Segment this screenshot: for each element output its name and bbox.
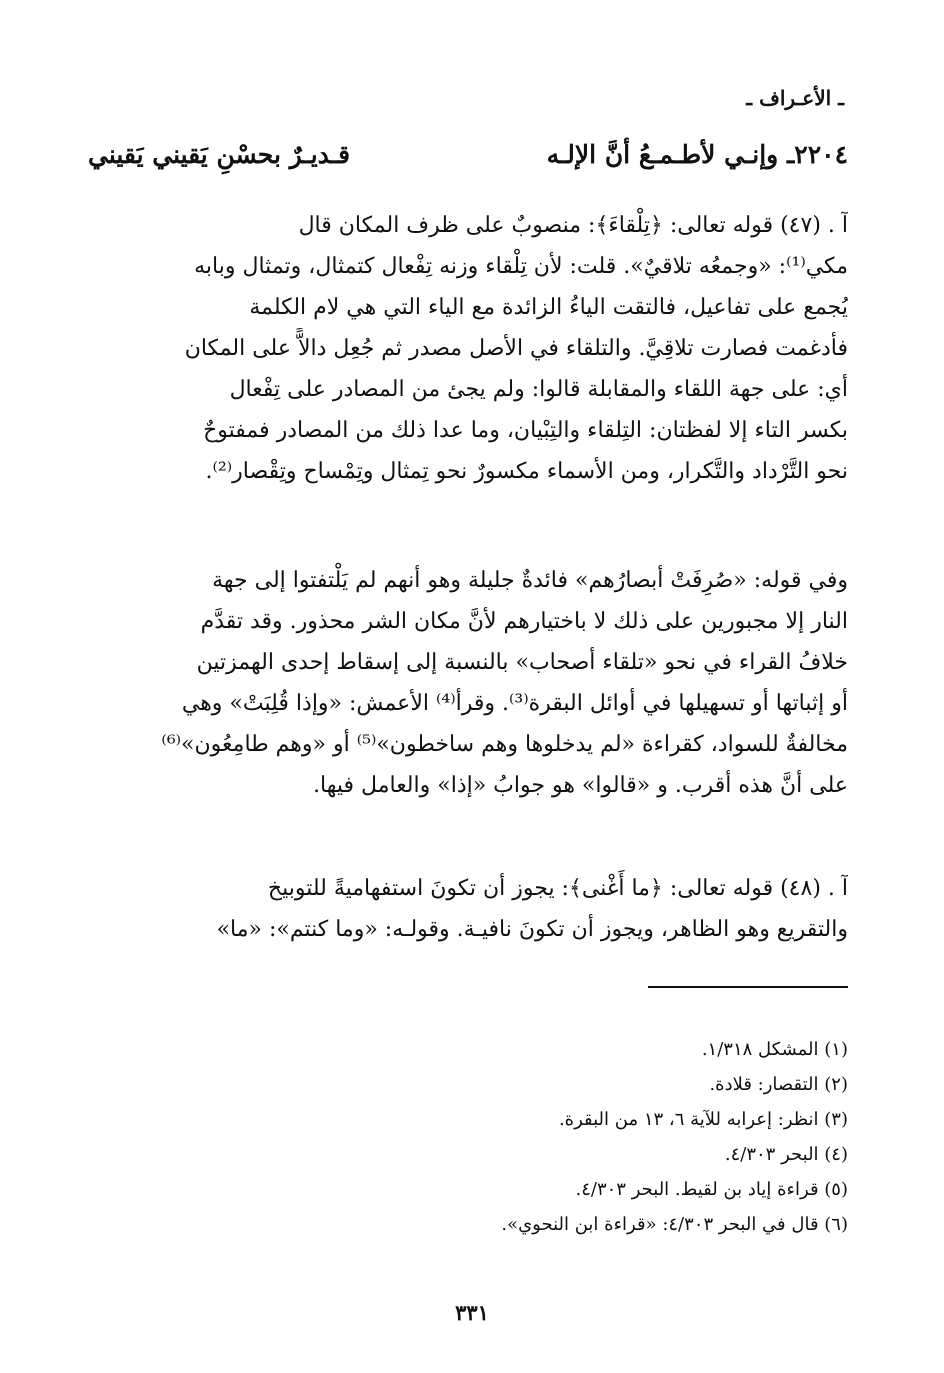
paragraph-line: فأدغمت فصارت تلاقِيَّ. والتلقاء في الأصل مصدر ثم جُعِل دالاًّ على المكان <box>184 336 848 361</box>
paragraph-line: يُجمع على تفاعيل، فالتقت الياءُ الزائدة مع الياء التي هي لام الكلمة <box>249 295 848 320</box>
running-header: ـ الأعـراف ـ <box>746 86 844 110</box>
footnote: (١) المشكل ١/٣١٨. <box>701 1039 848 1060</box>
paragraph-verse-48 <box>96 868 848 950</box>
paragraph-verse-47 <box>96 205 848 492</box>
verse-number-and-first-hemistich <box>547 140 848 169</box>
footnote: (٥) قراءة إياد بن لقيط. البحر ٤/٣٠٣. <box>575 1179 848 1200</box>
footnotes <box>96 1032 848 1242</box>
paragraph-line: نحو التَّرْداد والتَّكرار، ومن الأسماء مكسورٌ نحو تِمثال وتِمْساح وتِقْصار⁽²⁾. <box>205 459 848 484</box>
page-number: ٣٣١ <box>455 1300 489 1325</box>
paragraph-line: مخالفةٌ للسواد، كقراءة «لم يدخلوها وهم ساخطون»⁽⁵⁾ أو «وهم طامِعُون»⁽⁶⁾ <box>161 732 848 757</box>
paragraph-line: النار إلا مجبورين على ذلك لا باختيارهم لأنَّ مكان الشر محذور. وقد تقدَّم <box>200 609 848 634</box>
paragraph-line: مكي⁽¹⁾: «وجمعُه تلاقيٌ». قلت: لأن تِلْقاء وزنه تِفْعال كتمثال، وتمثال وبابه <box>194 254 848 279</box>
paragraph-line: وفي قوله: «صُرِفَتْ أبصارُهم» فائدةٌ جليلة وهو أنهم لم يَلْتفتوا إلى جهة <box>212 568 848 593</box>
paragraph-line: والتقريع وهو الظاهر، ويجوز أن تكونَ نافيـة. وقولـه: «وما كنتم»: «ما» <box>216 917 848 942</box>
footnote: (٦) قال في البحر ٤/٣٠٣: «قراءة ابن النحوي». <box>501 1214 848 1235</box>
footnote: (٤) البحر ٤/٣٠٣. <box>724 1144 848 1165</box>
verse-second-hemistich: قـديـرٌ بحسْنِ يَقيني يَقيني <box>88 140 351 169</box>
footnote-divider <box>648 986 848 988</box>
paragraph-line: أي: على جهة اللقاء والمقابلة قالوا: ولم يجئ من المصادر على تِفْعال <box>229 377 848 402</box>
paragraph-line: خلافُ القراء في نحو «تلقاء أصحاب» بالنسبة إلى إسقاط إحدى الهمزتين <box>196 650 848 675</box>
verse-number: ٢٢٠٤ـ <box>786 140 848 169</box>
paragraph-line: على أنَّ هذه أقرب. و «قالوا» هو جوابُ «إذا» والعامل فيها. <box>313 773 848 798</box>
paragraph-line: آ . (٤٧) قوله تعالى: ﴿تِلْقاءَ﴾: منصوبٌ على ظرف المكان قال <box>298 213 848 238</box>
paragraph-line: بكسر التاء إلا لفظتان: التِلقاء والتِبْيان، وما عدا ذلك من المصادر فمفتوحٌ <box>203 418 848 443</box>
paragraph-line: أو إثباتها أو تسهيلها في أوائل البقرة⁽³⁾. وقرأ⁽⁴⁾ الأعمش: «وإذا قُلِبَتْ» وهي <box>181 691 848 716</box>
poetry-verse <box>88 140 848 169</box>
footnote: (٢) التقصار: قلادة. <box>709 1074 848 1095</box>
paragraph-line: آ . (٤٨) قوله تعالى: ﴿ما أَغْنى﴾: يجوز أن تكونَ استفهاميةً للتوبيخ <box>267 876 848 901</box>
footnote: (٣) انظر: إعرابه للآية ٦، ١٣ من البقرة. <box>558 1109 848 1130</box>
paragraph-commentary <box>96 560 848 806</box>
verse-first-hemistich: وإنـي لأطـمـعُ أنَّ الإلـه <box>546 140 779 169</box>
